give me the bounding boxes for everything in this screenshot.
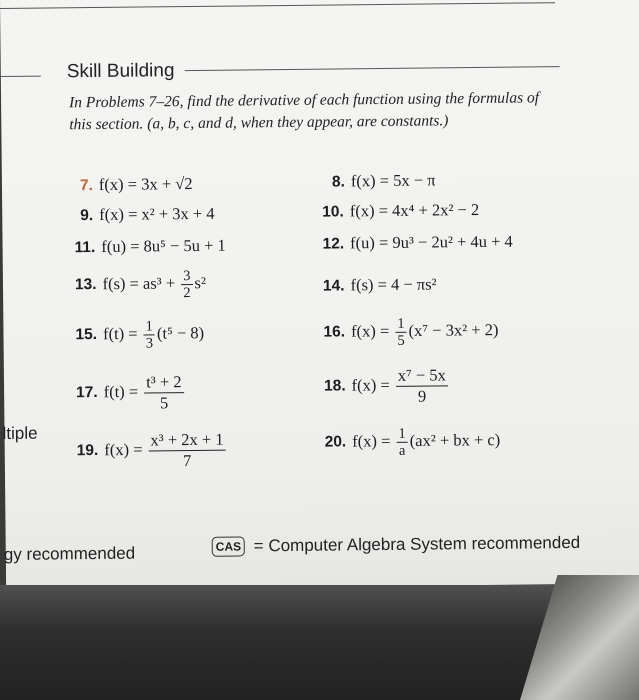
problem-expression: f(x) = 4x⁴ + 2x² − 2 [349, 199, 480, 221]
problem-16 [323, 315, 498, 350]
numerator: x⁷ − 5x [396, 365, 448, 387]
problem-expression: f(x) = [350, 321, 390, 341]
numerator: x³ + 2x + 1 [148, 430, 225, 452]
problem-19 [77, 430, 228, 473]
problem-number: 14. [322, 277, 345, 295]
problem-expression: f(u) = 8u⁵ − 5u + 1 [101, 235, 226, 256]
denominator: 9 [417, 386, 427, 406]
problem-9 [80, 204, 214, 225]
denominator: 5 [159, 393, 169, 413]
problem-20 [324, 425, 500, 460]
problem-expression-tail: (x⁷ − 3x² + 2) [408, 320, 499, 341]
top-rule [0, 2, 555, 9]
denominator: 7 [182, 451, 192, 471]
numerator: 3 [181, 268, 192, 285]
problem-number: 12. [322, 235, 345, 253]
section-heading: Skill Building [66, 60, 175, 83]
denominator: 2 [183, 285, 191, 302]
problem-13 [75, 268, 206, 302]
problem-8 [332, 170, 436, 191]
problem-17 [76, 372, 186, 414]
problem-number: 16. [323, 323, 346, 341]
margin-text: ltiple [2, 423, 38, 443]
problem-15 [75, 318, 204, 352]
problem-12 [322, 232, 512, 254]
problem-7 [80, 174, 193, 195]
problem-expression: f(x) = [104, 439, 143, 460]
fraction [395, 316, 407, 349]
problem-expression: f(x) = [352, 431, 391, 451]
numerator: 1 [396, 426, 407, 443]
denominator: a [398, 442, 406, 459]
problem-expression: f(s) = 4 − πs² [350, 274, 437, 295]
problem-14 [323, 274, 437, 295]
problem-number: 17. [76, 384, 98, 402]
fraction [396, 365, 448, 407]
problem-expression: f(t) = [103, 381, 139, 402]
problem-expression: f(t) = [102, 323, 138, 344]
problem-expression-tail: s² [194, 273, 206, 293]
problem-18 [324, 365, 450, 407]
problem-number: 8. [331, 173, 345, 191]
left-heading-rule [1, 76, 41, 77]
problem-expression: f(x) = [351, 375, 390, 395]
problem-number: 11. [74, 239, 96, 257]
problem-expression: f(x) = 3x + √2 [98, 173, 193, 194]
problem-expression-tail: (t⁵ − 8) [156, 323, 205, 343]
problem-expression: f(x) = 5x − π [350, 170, 436, 191]
fraction [144, 372, 184, 413]
numerator: 1 [395, 316, 406, 333]
problem-11 [74, 236, 225, 258]
problem-number: 19. [76, 442, 99, 460]
problem-number: 13. [74, 276, 97, 294]
fraction [396, 426, 408, 459]
problem-number: 10. [322, 203, 344, 221]
fraction [181, 268, 193, 301]
problem-number: 7. [79, 177, 93, 195]
problem-number: 18. [323, 377, 346, 395]
problem-number: 20. [324, 433, 347, 451]
fraction [148, 430, 225, 472]
problem-number: 9. [80, 207, 94, 225]
problem-number: 15. [75, 326, 98, 344]
numerator: 1 [144, 318, 155, 335]
footer-left-text: gy recommended [3, 543, 136, 564]
problem-expression: f(u) = 9u³ − 2u² + 4u + 4 [350, 231, 513, 253]
cas-legend-text: = Computer Algebra System recommended [253, 532, 581, 556]
numerator: t³ + 2 [144, 372, 184, 393]
problem-expression: f(x) = x² + 3x + 4 [99, 203, 215, 224]
denominator: 5 [397, 332, 405, 349]
instructions-text: In Problems 7–26, find the derivative of each function using the formulas of this section. (a, b, c, and d, when they appear, are constants.) [68, 89, 540, 134]
problem-expression-tail: (ax² + bx + c) [409, 430, 501, 451]
heading-rule [185, 66, 560, 71]
fraction [144, 318, 156, 351]
denominator: 3 [145, 335, 154, 352]
problem-10 [322, 200, 479, 222]
cas-badge: CAS [212, 536, 246, 556]
problem-expression: f(s) = as³ + [102, 273, 176, 294]
